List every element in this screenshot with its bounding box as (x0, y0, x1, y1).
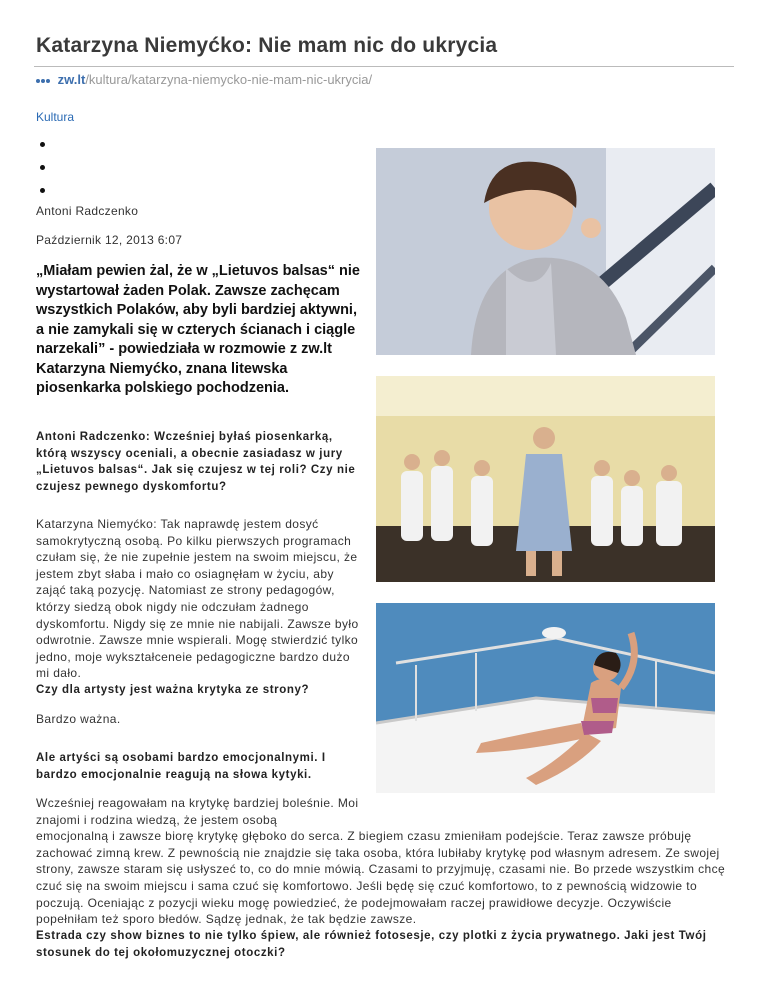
photo-stage (376, 376, 715, 582)
photo-yacht (376, 603, 715, 793)
interview-answer: Katarzyna Niemyćko: Tak naprawdę jestem dosyć samokrytyczną osobą. Po kilku pierwszych programach czułam się, że nie zupełnie jestem na swoim miejscu, że jestem zbyt słaba i mało co osiagnęłam w życiu, aby zająć taką pozycję. Natomiast ze strony pedagogów, którzy siedzą obok nigdy nie odczułam żadnego dyskomfortu. Nigdy się ze mnie nie nabijali. Zawsze było odwrotnie. Zawsze mnie wspierali. Mogę stwierdzić tylko jedno, moje wykształceneie pedagogiczne bardzo dużo mi dało. (36, 517, 359, 681)
portrait-illustration (376, 148, 715, 355)
bullet-icon (40, 188, 45, 193)
source-line (36, 72, 372, 87)
article-date: Październik 12, 2013 6:07 (36, 233, 183, 247)
photo-portrait (376, 148, 715, 355)
title-divider (34, 66, 734, 67)
bullet-icon (40, 165, 45, 170)
stage-illustration (376, 376, 715, 582)
category-link[interactable]: Kultura (36, 110, 75, 124)
answer-rest: emocjonalną i zawsze biorę krytykę głęboko do serca. Z biegiem czasu zmieniłam podejście. Teraz zawsze próbuję zachować zimną krew. Z pewnością nie znajdzie się taka osoba, która lubiłaby krytykę pod własnym adresem. Ze swojej strony, zawsze staram się usłyszeć to, co do mnie mówią. Czasami to przyjmuję, czasami nie. Bo przede wszystkim chcę czuć się na swoim miejscu i sama czuć się komfortowo. Jeśli będę się czuć komfortowo, to z pewnością widzowie to poczują. Oceniając z pozycji wieku mogę powiedzieć, że podejmowałam raczej prawidłowe decyzje. Oczywiście popełniłam też sporo błedów. Sądzę jednak, że tak będzie zawsze. (36, 829, 726, 927)
interview-question: Antoni Radczenko: Wcześniej byłaś piosenkarką, którą wszyscy oceniali, a obecnie zasiadasz w jury „Lietuvos balsas“. Jak się czujesz w tej roli? Czy nie czujesz pewnego dyskomfortu? (36, 431, 356, 493)
source-site[interactable]: zw.lt (57, 72, 86, 87)
source-path[interactable]: /kultura/katarzyna-niemycko-nie-mam-nic-ukrycia/ (85, 72, 373, 87)
interview-answer: Bardzo ważna. (36, 712, 121, 726)
article-author: Antoni Radczenko (36, 204, 139, 218)
interview-question: Czy dla artysty jest ważna krytyka ze strony? (36, 684, 310, 696)
article-lead: „Miałam pewien żal, że w „Lietuvos balsas“ nie wystartował żaden Polak. Zawsze zachęcam wszystkich Polaków, aby byli bardziej aktywni, a nie zamykali się w czterych ścianach i ciągle narzekali” - powiedziała w rozmowie z zw.lt Katarzyna Niemyćko, znana litewska piosenkarka polskiego pochodzenia. (36, 263, 360, 396)
article-title: Katarzyna Niemyćko: Nie mam nic do ukrycia (36, 34, 498, 57)
yacht-illustration (376, 603, 715, 793)
interview-question: Ale artyści są osobami bardzo emocjonalnymi. I bardzo emocjonalnie reagują na słowa kytyki. (36, 752, 326, 781)
interview-question: Estrada czy show biznes to nie tylko śpiew, ale również fotosesje, czy plotki z życia prywatnego. Jaki jest Twój stosunek do tej okołomuzycznej otoczki? (36, 930, 707, 959)
answer-start: Wcześniej reagowałam na krytykę bardziej boleśnie. Moi znajomi i rodzina wiedzą, że jestem osobą (36, 796, 359, 827)
interview-answer (36, 795, 736, 928)
source-logo-icon (36, 71, 54, 86)
bullet-icon (40, 142, 45, 147)
